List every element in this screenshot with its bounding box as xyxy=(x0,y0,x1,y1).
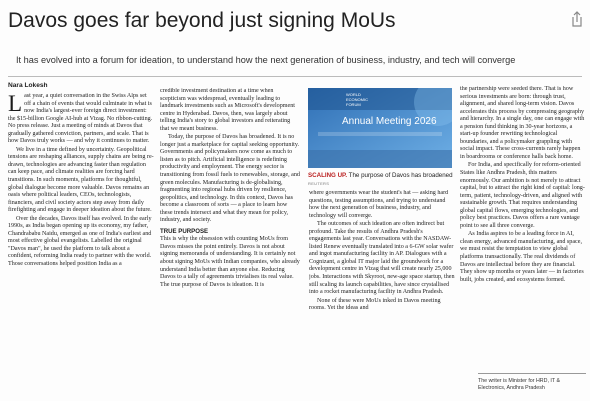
caption-text: The purpose of Davos has broadened xyxy=(347,172,453,179)
subheading: TRUE PURPOSE xyxy=(160,227,209,235)
divider xyxy=(8,76,582,77)
author-divider xyxy=(478,373,586,374)
drop-cap: L xyxy=(8,93,23,116)
paragraph: We live in a time defined by uncertainty. Geopolitical tensions are reshaping alliances, supply chains are being re-drawn, technologies are advancing faster than regulation can keep pace, and climate realities are forcing hard transitions. In such moments, platforms for thoughtful, global dialogue become more valuable. Davos remains an oasis where political leaders, CEOs, technologists, financiers, and civil society actors step away from daily firefighting and engage in deeper ideation about the future. xyxy=(8,146,154,214)
paragraph: Last year, a quiet conversation in the Swiss Alps set off a chain of events that would culminate in what is now India's largest-ever foreign direct investment: the $15-billion Google AI-hub at Vizag. No ribbon-cutting. No press release. Just a meeting of minds at Davos that gradually gathered conviction, partners, and scale. That is how Davos truly works — and why it continues to matter. xyxy=(8,93,153,145)
caption-label: SCALING UP. xyxy=(308,172,348,179)
photo-credit: REUTERS xyxy=(308,180,330,186)
byline: Nara Lokesh xyxy=(8,82,48,89)
paragraph: credible investment destination at a time when scepticism was widespread, eventually leading to landmark investments such as Microsoft's development centre in Hyderabad. Davos, then, was largely about telling India's story to global investors and reiterating that we meant business. xyxy=(160,88,295,132)
paragraph: Over the decades, Davos itself has evolved. In the early 1990s, as India began opening up its economy, my father, Chandrababu Naidu, emerged as one of India's earliest and most effective global evangelists. Labelled the original "Davos man", he used the platform to talk about a confident, reforming India ready to partner with the world. Those conversations helped position India as a xyxy=(8,215,152,268)
column-3 xyxy=(309,190,455,398)
paragraph: where governments wear the student's hat — asking hard questions, testing assumptions, and trying to understand how the next generation of business, industry, and technology will converge. xyxy=(309,190,449,219)
column-1 xyxy=(8,93,154,398)
paragraph: the partnership were seeded there. That is how serious investments are born: through trust, alignment, and shared long-term vision. Davos accelerates this process by compressing geography and hierarchy. In a single day, one can engage with a pension fund thinking in 30-year horizons, a start-up founder rewriting technological boundaries, and a policymaker grappling with social impact. These cross-currents rarely happen in boardrooms or conference halls back home. xyxy=(460,86,585,160)
paragraph: The outcomes of such ideation are often indirect but profound. Take the results of Andhra Pradesh's engagements last year. Conversations with the NASDAW-listed Renew eventually translated into a 6-GW solar wafer and ingot manufacturing facility in AP. Dialogues with a Cognizant, a global IT major laid the groundwork for a development centre in Vizag that will create nearly 25,000 jobs. Interactions with Skyroot, new-age space startup, then still scaling its launch capabilities, have since crystallised into a rocket manufacturing facility in Andhra Pradesh. xyxy=(309,221,455,296)
paragraph: This is why the obsession with counting MoUs from Davos misses the point entirely. Davos is not about signing memoranda of understanding. It is certainly not about signing MoUs with Indian companies, who already understand India better than anyone else. Reducing Davos to a tally of agreements trivialises its real value. The true purpose of Davos is ideation. It is xyxy=(160,236,300,288)
column-2 xyxy=(160,88,300,398)
article-photo xyxy=(308,88,452,168)
author-note: The writer is Minister for HRD, IT & Electronics, Andhra Pradesh xyxy=(478,378,561,391)
paragraph: Today, the purpose of Davos has broadened. It is no longer just a marketplace for capital seeking opportunity. Governments and policymakers now come as much to listen as to pitch. Artificial intelligence is redefining productivity and employment. The energy sector is transitioning from fossil fuels to renewables, storage, and green molecules. Manufacturing is de-globalising, fragmenting into regional hubs driven by resilience, geopolitics, and technology. In this context, Davos has become a classroom of sorts — a place to learn how these trends intersect and what they mean for policy, industry, and society. xyxy=(160,134,300,224)
paragraph: As India aspires to be a leading force in AI, clean energy, advanced manufacturing, and space, we must resist the temptation to view global platforms transactionally. The real dividends of Davos are intellectual before they are financial. They show up months or years later — in factories built, jobs created, and ecosystems formed. xyxy=(460,231,584,283)
column-4 xyxy=(460,86,586,371)
paragraph: For India, and specifically for reform-oriented States like Andhra Pradesh, this matters enormously. Our ambition is not merely to attract capital, but to attract the right kind of capital: long-term, patient, technology-driven, and aligned with sustainable growth. That requires understanding global capital flows, emerging technologies, and policy best practices. Davos offers a rare vantage point to see all three converge. xyxy=(460,162,585,229)
svg-text:ECONOMIC: ECONOMIC xyxy=(346,97,368,102)
share-icon[interactable] xyxy=(570,10,584,28)
photo-caption xyxy=(308,172,456,187)
svg-text:FORUM: FORUM xyxy=(346,102,361,107)
wef-logo-text: WORLD xyxy=(346,92,361,97)
paragraph: None of these were MoUs inked in Davos meeting rooms. Yet the ideas and xyxy=(309,297,441,312)
headline: Davos goes far beyond just signing MoUs xyxy=(8,9,396,32)
standfirst: It has evolved into a forum for ideation, to understand how the next generation of business, industry, and tech will converge xyxy=(16,55,516,65)
photo-banner: Annual Meeting 2026 xyxy=(342,116,437,127)
